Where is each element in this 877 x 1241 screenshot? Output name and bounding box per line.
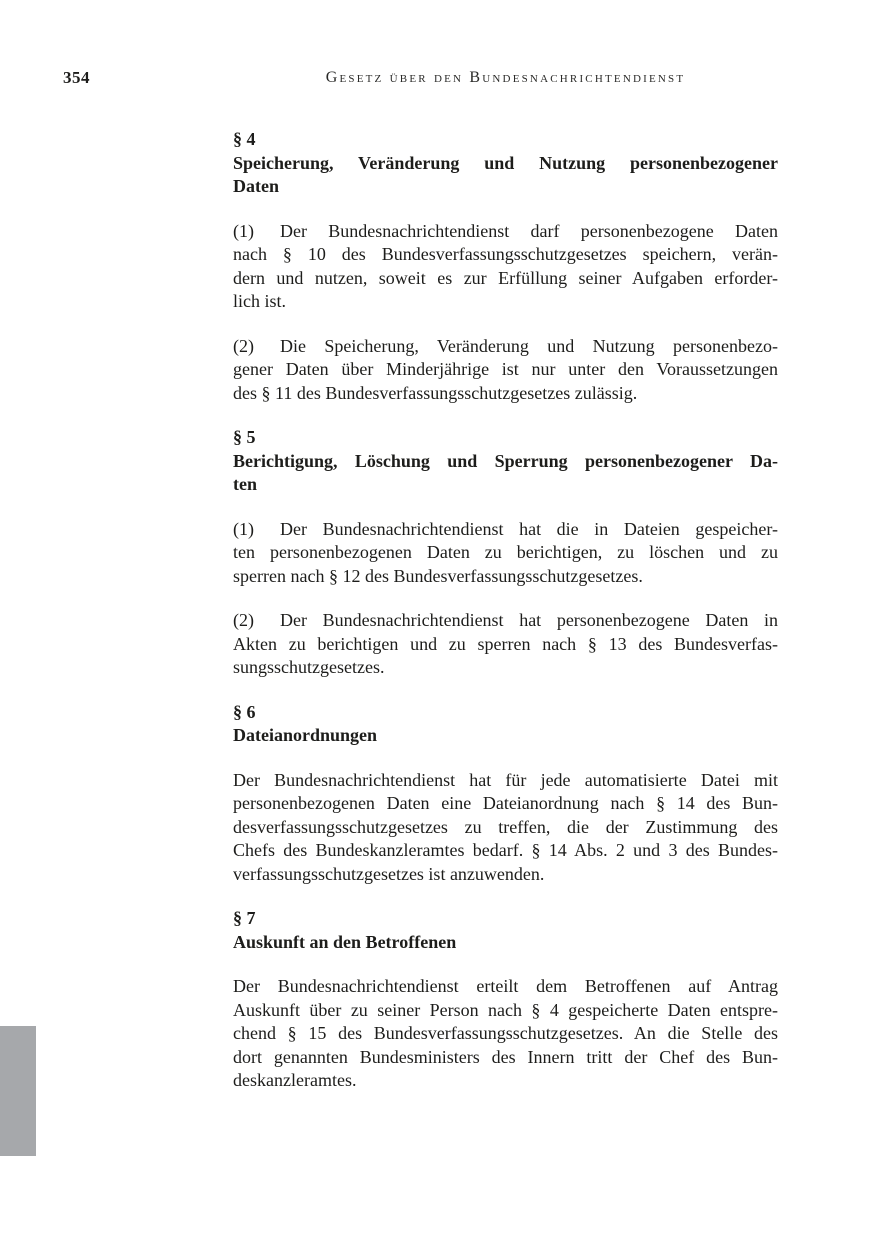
content-column [233, 128, 778, 1114]
text-line: personenbezogenen Daten eine Dateianordnung nach § 14 des Bun- [233, 793, 778, 813]
paragraph-label: (1) [233, 518, 254, 539]
text-line [233, 609, 778, 633]
section-heading [233, 426, 778, 497]
text-line: desverfassungsschutzgesetzes zu treffen, die der Zustimmung des [233, 816, 778, 837]
title-line: Berichtigung, Löschung und Sperrung personenbezogener Da- [233, 450, 778, 471]
text-line: Der Bundesnachrichtendienst hat für jede automatisierte Datei mit [233, 769, 778, 790]
text-line: dort genannten Bundesministers des Innern tritt der Chef des Bun- [233, 1046, 778, 1067]
paragraph [233, 609, 778, 680]
text-line [233, 335, 778, 359]
text-line: dern und nutzen, soweit es zur Erfüllung seiner Aufgaben erforder- [233, 267, 778, 288]
section-title [233, 931, 778, 955]
paragraph-label: (2) [233, 335, 254, 356]
law-section-7 [233, 907, 778, 1093]
text-line: Akten zu berichtigen und zu sperren nach § 13 des Bundesverfas- [233, 633, 778, 654]
text-line [233, 518, 778, 542]
text-line: deskanzleramtes. [233, 1070, 357, 1090]
thumb-index-marker [0, 1026, 36, 1156]
text-line-content: Der Bundesnachrichtendienst hat die in Dateien gespeicher- [280, 518, 778, 539]
text-line-content: Der Bundesnachrichtendienst hat personenbezogene Daten in [280, 610, 778, 630]
paragraph-label: (2) [233, 610, 254, 630]
text-line: ten personenbezogenen Daten zu berichtigen, zu löschen und zu [233, 542, 778, 562]
text-line: Auskunft über zu seiner Person nach § 4 gespeicherte Daten entspre- [233, 999, 778, 1020]
paragraph-label: (1) [233, 220, 254, 241]
text-line: chend § 15 des Bundesverfassungsschutzgesetzes. An die Stelle des [233, 1023, 778, 1043]
text-line: sungsschutzgesetzes. [233, 657, 385, 677]
text-line: verfassungsschutzgesetzes ist anzuwenden. [233, 863, 545, 884]
title-line: Auskunft an den Betroffenen [233, 931, 457, 952]
section-heading [233, 701, 778, 748]
title-line: Dateianordnungen [233, 725, 378, 745]
running-head [0, 66, 877, 90]
text-line-content: Die Speicherung, Veränderung und Nutzung personenbezo- [280, 335, 778, 356]
text-line [233, 220, 778, 244]
title-line: Speicherung, Veränderung und Nutzung personenbezogener [233, 152, 778, 173]
law-section-6 [233, 701, 778, 887]
text-line-content: Der Bundesnachrichtendienst darf personenbezogene Daten [280, 220, 778, 241]
paragraph [233, 220, 778, 314]
text-line: gener Daten über Minderjährige ist nur unter den Voraussetzungen [233, 359, 778, 379]
section-title [233, 724, 778, 748]
title-line: ten [233, 474, 257, 494]
paragraph [233, 769, 778, 887]
section-title [233, 450, 778, 497]
section-heading [233, 907, 778, 954]
text-line: lich ist. [233, 291, 286, 311]
title-line: Daten [233, 176, 279, 196]
page-number: 354 [63, 68, 90, 87]
section-number: § 5 [233, 427, 256, 447]
law-section-5 [233, 426, 778, 680]
running-title: Gesetz über den Bundesnachrichtendienst [325, 69, 686, 86]
section-number: § 4 [233, 129, 256, 149]
section-title [233, 152, 778, 199]
paragraph [233, 335, 778, 406]
text-line: nach § 10 des Bundesverfassungsschutzgesetzes speichern, verän- [233, 244, 778, 264]
section-heading [233, 128, 778, 199]
paragraph [233, 975, 778, 1093]
text-line: Der Bundesnachrichtendienst erteilt dem Betroffenen auf Antrag [233, 976, 778, 996]
text-line: sperren nach § 12 des Bundesverfassungsschutzgesetzes. [233, 565, 643, 586]
law-section-4 [233, 128, 778, 405]
text-line: Chefs des Bundeskanzleramtes bedarf. § 14 Abs. 2 und 3 des Bundes- [233, 840, 778, 860]
section-number: § 7 [233, 908, 256, 928]
paragraph [233, 518, 778, 589]
text-line: des § 11 des Bundesverfassungsschutzgesetzes zulässig. [233, 382, 638, 403]
section-number: § 6 [233, 701, 256, 722]
